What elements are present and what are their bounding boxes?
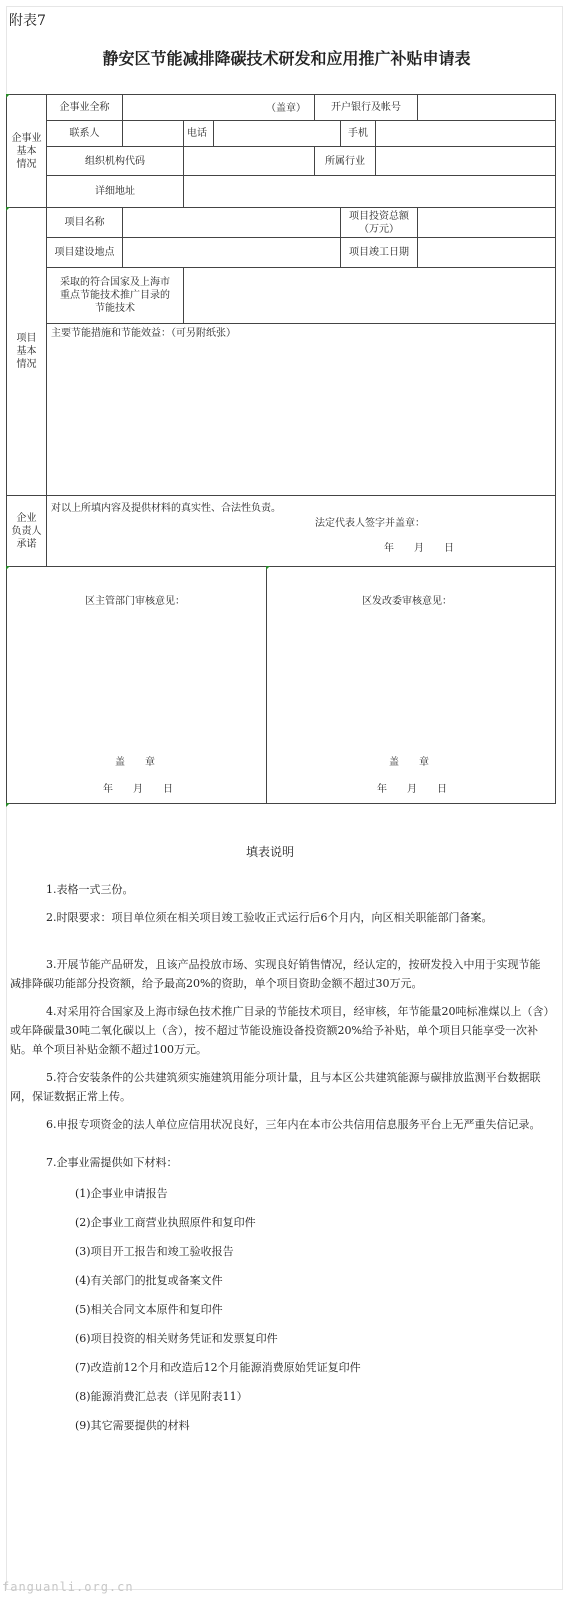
project-name-label: 项目名称 [46, 207, 123, 238]
material-item: (8)能源消费汇总表（详见附表11） [75, 1390, 248, 1403]
address-label: 详细地址 [46, 175, 184, 208]
signature-label: 法定代表人签字并盖章： [315, 518, 425, 529]
org-code-field[interactable] [183, 146, 315, 176]
district-review-box[interactable] [6, 566, 267, 804]
corner-mark [6, 94, 10, 98]
material-item: (7)改造前12个月和改造后12个月能源消费原始凭证复印件 [75, 1361, 361, 1374]
note-item: 6.申报专项资金的法人单位应信用状况良好，三年内在本市公共信用信息服务平台上无严重失信记录。 [46, 1118, 541, 1131]
investment-label: 项目投资总额 （万元） [340, 207, 418, 238]
commitment-date: 年 月 日 [384, 543, 454, 554]
section-company-basic: 企事业 基本 情况 [6, 94, 47, 208]
corner-mark [6, 566, 10, 570]
material-item: (6)项目投资的相关财务凭证和发票复印件 [75, 1332, 278, 1345]
material-item: (2)企事业工商营业执照原件和复印件 [75, 1216, 256, 1229]
completion-label: 项目竣工日期 [340, 237, 418, 268]
section-commitment: 企业 负责人 承诺 [6, 495, 47, 567]
note-item: 7.企事业需提供如下材料： [46, 1156, 178, 1169]
full-name-field[interactable] [122, 94, 315, 121]
tech-field[interactable] [183, 267, 556, 324]
mobile-field[interactable] [375, 120, 556, 147]
location-label: 项目建设地点 [46, 237, 123, 268]
corner-mark [266, 566, 270, 570]
bank-field[interactable] [417, 94, 556, 121]
location-field[interactable] [122, 237, 341, 268]
org-code-label: 组织机构代码 [46, 146, 184, 176]
completion-field[interactable] [417, 237, 556, 268]
seal-hint: （盖章） [266, 103, 306, 114]
bank-label: 开户银行及帐号 [314, 94, 418, 121]
notes-title: 填表说明 [245, 845, 294, 859]
material-item: (9)其它需要提供的材料 [75, 1419, 190, 1432]
note-item: 2.时限要求：项目单位须在相关项目竣工验收正式运行后6个月内，向区相关职能部门备案。 [46, 911, 493, 924]
corner-mark [6, 803, 10, 807]
note-item: 4.对采用符合国家及上海市绿色技术推广目录的节能技术项目，经审核，年节能量20吨标准煤以上（含）或年降碳量30吨二氧化碳以上（含），按不超过节能设施设备投资额20%给予补贴，单个项目只能享受一次补贴。单个项目补贴金额不超过100万元。 [10, 1005, 549, 1056]
project-name-field[interactable] [122, 207, 341, 238]
ndrc-date: 年 月 日 [377, 784, 447, 795]
ndrc-review-label: 区发改委审核意见： [362, 596, 452, 607]
material-item: (1)企事业申请报告 [75, 1187, 168, 1200]
full-name-label: 企事业全称 [46, 94, 123, 121]
industry-field[interactable] [375, 146, 556, 176]
address-field[interactable] [183, 175, 556, 208]
district-seal: 盖 章 [115, 757, 155, 768]
form-title: 静安区节能减排降碳技术研发和应用推广补贴申请表 [102, 49, 471, 68]
investment-field[interactable] [417, 207, 556, 238]
commitment-box [46, 495, 556, 567]
tech-label: 采取的符合国家及上海市 重点节能技术推广目录的 节能技术 [46, 267, 184, 324]
note-item: 1.表格一式三份。 [46, 883, 134, 896]
note-item: 3.开展节能产品研发，且该产品投放市场、实现良好销售情况，经认定的，按研发投入中用于实现节能减排降碳功能部分投资额，给予最高20%的资助，单个项目资助金额不超过30万元。 [10, 958, 541, 990]
material-item: (5)相关合同文本原件和复印件 [75, 1303, 223, 1316]
ndrc-seal: 盖 章 [389, 757, 429, 768]
contact-field[interactable] [122, 120, 184, 147]
note-item: 5.符合安装条件的公共建筑须实施建筑用能分项计量，且与本区公共建筑能源与碳排放监测平台数据联网，保证数据正常上传。 [10, 1071, 541, 1103]
material-item: (3)项目开工报告和竣工验收报告 [75, 1245, 234, 1258]
phone-label: 电话 [183, 120, 214, 147]
corner-mark [6, 207, 10, 211]
site-watermark: fanguanli.org.cn [2, 1580, 134, 1594]
contact-label: 联系人 [46, 120, 123, 147]
phone-field[interactable] [213, 120, 341, 147]
commitment-statement: 对以上所填内容及提供材料的真实性、合法性负责。 [51, 503, 281, 514]
material-item: (4)有关部门的批复或备案文件 [75, 1274, 223, 1287]
annex-label: 附表7 [9, 13, 46, 29]
industry-label: 所属行业 [314, 146, 376, 176]
district-date: 年 月 日 [103, 784, 173, 795]
section-project-basic: 项目 基本 情况 [6, 207, 47, 496]
district-review-label: 区主管部门审核意见： [85, 596, 185, 607]
measures-field[interactable] [46, 323, 556, 496]
mobile-label: 手机 [340, 120, 376, 147]
measures-label: 主要节能措施和节能效益：（可另附纸张） [51, 328, 236, 339]
ndrc-review-box[interactable] [266, 566, 556, 804]
